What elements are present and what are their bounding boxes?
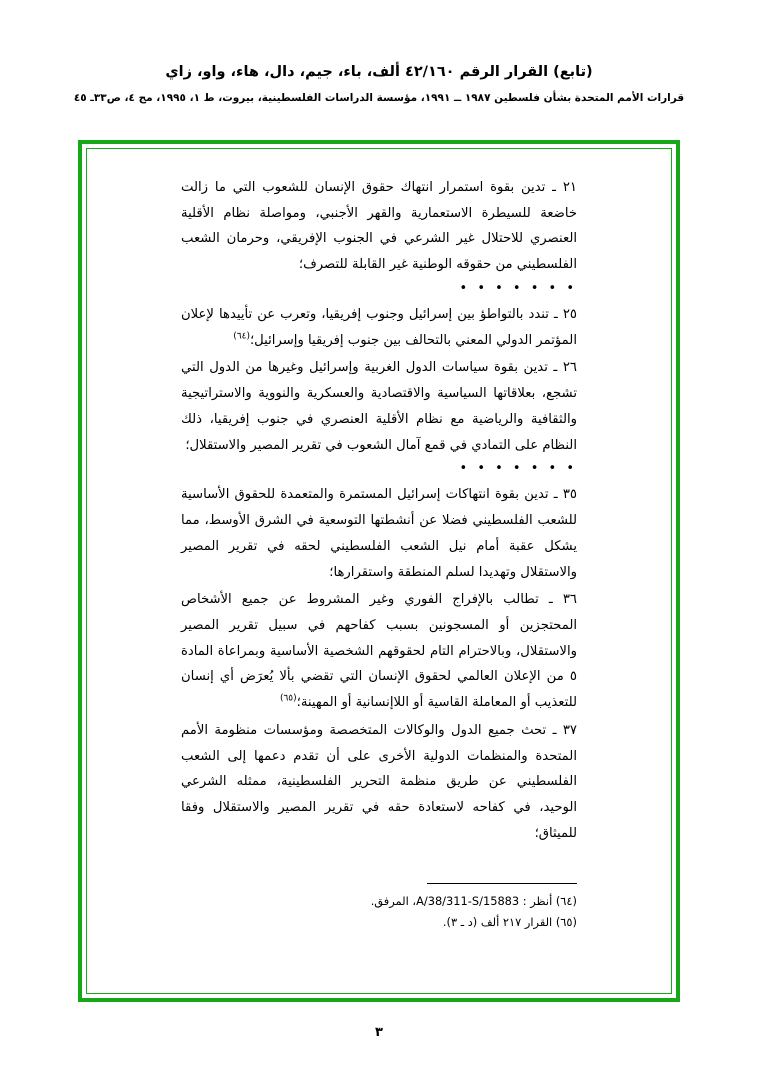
page-number: ٣: [375, 1025, 383, 1040]
paragraph-36: [181, 587, 577, 716]
footnote-marker-65: (٦٥): [279, 693, 297, 704]
paragraph-35: ٣٥ ـ تدين بقوة انتهاكات إسرائيل المستمرة والمتعمدة للحقوق الأساسية للشعب الفلسطيني فضلا عن أنشطتها التوسعية في الشرق الأوسط، مما يشكل عقبة أمام نيل الشعب الفلسطيني لحقه في تقرير المصير والاستقلال وتهديدا لسلم المنطقة واستقرارها؛: [181, 487, 577, 580]
footnote-marker-64: (٦٤): [233, 331, 250, 342]
section-break-dots-2: • • • • • • •: [459, 461, 577, 477]
footnote-65: (٦٥) القرار ٢١٧ ألف (د ـ ٣).: [442, 914, 577, 929]
page-header: [0, 0, 758, 107]
footnote-separator-rule: [427, 883, 577, 884]
paragraph-37: ٣٧ ـ تحث جميع الدول والوكالات المتخصصة ومؤسسات منظومة الأمم المتحدة والمنظمات الدولية الأخرى على أن تقدم دعمها إلى الشعب الفلسطيني عن طريق منظمة التحرير الفلسطينية، ممثله الشرعي الوحيد، في كفاحه لاستعادة حقه في تقرير المصير والاستقلال وفقا للميثاق؛: [181, 722, 577, 841]
paragraph-25-text: ٢٥ ـ تندد بالتواطؤ بين إسرائيل وجنوب إفريقيا، وتعرب عن تأييدها لإعلان المؤتمر الدولي المعني بالتحالف بين جنوب إفريقيا وإسرائيل؛: [181, 306, 577, 348]
document-source-line: قرارات الأمم المتحدة بشأن فلسطين ١٩٨٧ ــ ١٩٩١، مؤسسة الدراسات الفلسطينية، بيروت، ط ١، ١٩٩٥، مج ٤، ص٣٣ـ ٤٥: [73, 91, 685, 104]
paragraph-25: [181, 302, 577, 353]
paragraph-21: ٢١ ـ تدين بقوة استمرار انتهاك حقوق الإنسان للشعوب التي ما زالت خاضعة للسيطرة الاستعمارية والقهر الأجنبي، ومواصلة نظام الأقلية العنصري للاحتلال غير الشرعي في الجنوب الإفريقي، وحرمان الشعب الفلسطيني من حقوقه الوطنية غير القابلة للتصرف؛: [181, 180, 577, 273]
footnotes-section: [181, 883, 577, 933]
paragraph-36-text: ٣٦ ـ تطالب بالإفراج الفوري وغير المشروط عن جميع الأشخاص المحتجزين أو المسجونين بسبب كفاحهم في سبيل تقرير المصير والاستقلال، وبالاحترام التام لحقوقهم الشخصية الأساسية وبمراعاة المادة ٥ من الإعلان العالمي لحقوق الإنسان التي تقضي بألا يُعرَض أي إنسان للتعذيب أو المعاملة القاسية أو اللاإنسانية أو المهينة؛: [181, 592, 577, 711]
body-column: [181, 175, 577, 847]
content-frame-inner: [86, 148, 672, 994]
footnote-64: (٦٤) أنظر : A/38/311-S/15883، المرفق.: [370, 893, 577, 908]
green-content-frame: [78, 140, 680, 1002]
document-title: (تابع) القرار الرقم ٤٢/١٦٠ ألف، باء، جيم، دال، هاء، واو، زاي: [165, 64, 593, 80]
section-break-dots-1: • • • • • • •: [459, 280, 577, 296]
paragraph-26: ٢٦ ـ تدين بقوة سياسات الدول الغربية وإسرائيل وغيرها من الدول التي تشجع، بعلاقاتها السياسية والاقتصادية والعسكرية والنووية والاستراتيجية والثقافية والرياضية مع نظام الأقلية العنصري في جنوب إفريقيا، ذلك النظام على التمادي في قمع آمال الشعوب في تقرير المصير والاستقلال؛: [181, 360, 577, 453]
